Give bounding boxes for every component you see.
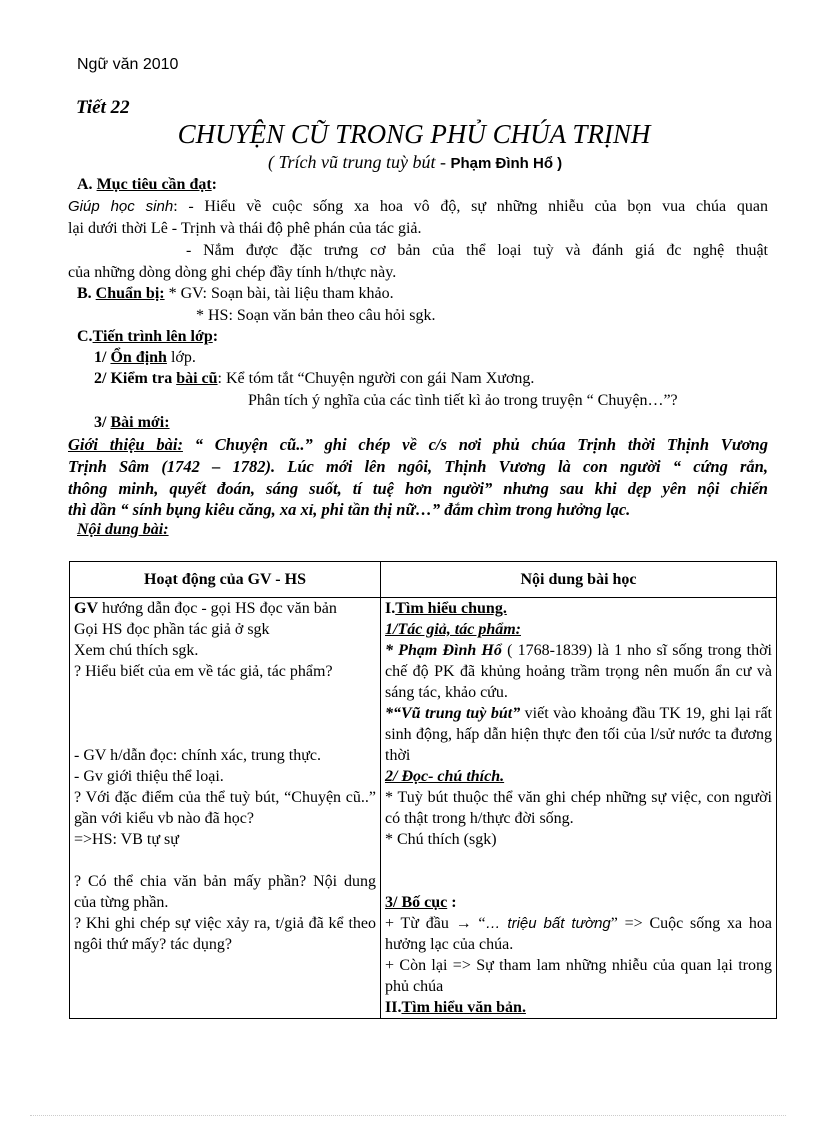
step-2-line2: Phân tích ý nghĩa của các tình tiết kì ảo trong truyện “ Chuyện…”?: [248, 392, 678, 409]
step-1: [94, 349, 196, 367]
content-s3-p1c: ” => Cuộc sống xa hoa hưởng lạc của chúa.: [385, 915, 772, 953]
content-s3-p1a: + Từ đầu: [385, 915, 456, 932]
lesson-number: Tiết 22: [76, 97, 130, 118]
content-s3: [385, 892, 772, 913]
page-edge-divider: [30, 1115, 786, 1116]
section-b-hs: * HS: Soạn văn bản theo câu hỏi sgk.: [196, 307, 436, 324]
section-b-heading: [77, 285, 394, 303]
section-c-label: C.: [77, 328, 93, 345]
section-c-heading: [77, 328, 218, 346]
content-s3-colon: :: [447, 894, 457, 911]
step-3-num: 3/: [94, 414, 111, 431]
activity-item: [74, 598, 376, 619]
activity-item: ? Với đặc điểm của thể tuỳ bút, “Chuyện cũ..” gần với kiểu vb nào đã học?: [74, 789, 376, 827]
content-s4-num: II.: [385, 999, 402, 1016]
activity-item: ? Hiểu biết của em về tác giả, tác phẩm?: [74, 663, 333, 680]
content-work-text: viết vào khoảng đầu TK 19, ghi lại rất sinh động, hấp dẫn hiện thực đen tối của l/sử nước ta đương thời: [385, 705, 773, 764]
step-1-title: Ổn định: [110, 349, 167, 366]
section-b-gv: * GV: Soạn bài, tài liệu tham khảo.: [164, 285, 394, 302]
intro-line4: thì dần “ sính bụng kiêu căng, xa xỉ, phi tần thị nữ…” đắm chìm trong hưởng lạc.: [68, 500, 631, 519]
section-a-title: Mục tiêu cần đạt: [96, 176, 212, 193]
section-a-lead: Giúp học sinh: [68, 198, 174, 215]
content-s1-title: Tìm hiểu chung.: [395, 600, 507, 617]
arrow-right-icon: →: [455, 915, 472, 932]
activity-text: hướng dẫn đọc - gọi HS đọc văn bản: [98, 600, 337, 617]
content-s2: 2/ Đọc- chú thích.: [385, 768, 505, 785]
content-s2-text1: * Tuỳ bút thuộc thể văn ghi chép những sự việc, con người có thật trong h/thực đời sống.: [385, 789, 772, 827]
step-2-a: Kiểm tra: [110, 370, 177, 387]
content-label: Nội dung bài:: [77, 521, 169, 538]
content-section-1: [385, 598, 772, 619]
content-author-text: ( 1768-1839) là 1 nho sĩ sống trong thời chế độ PK đã khủng hoảng trầm trọng nên muốn ẩn cư và sáng tác, khảo cứu.: [385, 642, 773, 701]
activity-item: - Gv giới thiệu thể loại.: [74, 768, 224, 785]
table-header-row: [70, 562, 777, 598]
section-c-title: Tiến trình lên lớp: [92, 328, 213, 345]
section-c-colon: :: [212, 328, 219, 345]
subtitle-work: ( Trích vũ trung tuỳ bút: [268, 152, 436, 172]
step-2-b: bài cũ: [176, 370, 218, 387]
content-work: [385, 703, 772, 766]
table-header-content: Nội dung bài học: [381, 562, 777, 598]
intro-line3: thông minh, quyết đoán, sáng suốt, tí tuệ hơn người” nhưng sau khi dẹp yên nội chiến: [68, 479, 768, 498]
section-a-line1-text: : - Hiểu về cuộc sống xa hoa vô độ, sự những nhiễu của bọn vua chúa quan: [173, 198, 768, 215]
section-a-line3: - Nắm được đặc trưng cơ bản của thể loại tuỳ và đánh giá đc nghệ thuật: [186, 242, 768, 259]
activity-item: Gọi HS đọc phần tác giả ở sgk: [74, 621, 270, 638]
section-a-heading: [77, 176, 217, 194]
content-s1a: 1/Tác giả, tác phẩm:: [385, 621, 521, 638]
content-work-bold: *“Vũ trung tuỳ bút”: [385, 705, 521, 722]
section-a-line2: lại dưới thời Lê - Trịnh và thái độ phê phán của tác giả.: [68, 220, 422, 237]
content-s1-num: I.: [385, 600, 396, 617]
content-s3-title: 3/ Bố cục: [385, 894, 448, 911]
subtitle-dash: -: [435, 152, 451, 172]
intro-line1-text: “ Chuyện cũ..” ghi chép về c/s nơi phủ chúa Trịnh thời Thịnh Vương: [182, 435, 768, 454]
activity-gv: GV: [74, 600, 98, 617]
activity-item: =>HS: VB tự sự: [74, 831, 179, 848]
section-a-label: A.: [77, 176, 97, 193]
section-a-line4: của những dòng dòng ghi chép đầy tính h/thực này.: [68, 264, 397, 281]
intro-line2: Trịnh Sâm (1742 – 1782). Lúc mới lên ngôi, Thịnh Vương là con người “ cứng rắn,: [68, 457, 768, 476]
intro-label: Giới thiệu bài:: [68, 435, 183, 454]
section-b-title: Chuẩn bị:: [95, 285, 165, 302]
step-3-title: Bài mới:: [110, 414, 170, 431]
table-header-activity: Hoạt động của GV - HS: [70, 562, 381, 598]
content-cell: [381, 598, 777, 1019]
step-3: [94, 414, 170, 432]
activity-item: Xem chú thích sgk.: [74, 642, 199, 659]
step-2-rest: : Kể tóm tắt “Chuyện người con gái Nam Xương.: [217, 370, 535, 387]
content-s3-p1q: … triệu bất tường: [485, 915, 611, 932]
activity-cell: [70, 598, 381, 1019]
step-1-num: 1/: [94, 349, 111, 366]
content-s3-part2: + Còn lại => Sự tham lam những nhiễu của quan lại trong phủ chúa: [385, 957, 772, 995]
content-s3-p1b: “: [471, 915, 486, 932]
intro-line1: [68, 435, 768, 455]
content-s4-title: Tìm hiểu văn bản.: [401, 999, 526, 1016]
content-author-bold: * Phạm Đình Hổ: [385, 642, 502, 659]
lesson-title: CHUYỆN CŨ TRONG PHỦ CHÚA TRỊNH: [177, 119, 651, 149]
activity-item: - GV h/dẫn đọc: chính xác, trung thực.: [74, 747, 321, 764]
lesson-table: [69, 561, 777, 1019]
section-a-line1: [68, 198, 768, 216]
section-a-colon: :: [211, 176, 217, 193]
content-section-2: [385, 997, 772, 1018]
table-row: [70, 598, 777, 1019]
step-1-rest: lớp.: [166, 349, 196, 366]
activity-item: ? Khi ghi chép sự việc xảy ra, t/giả đã kể theo ngôi thứ mấy? tác dụng?: [74, 915, 376, 953]
step-2-num: 2/: [94, 370, 111, 387]
page-header: Ngữ văn 2010: [77, 56, 179, 73]
content-s3-part1: [385, 913, 772, 955]
subtitle-author: Phạm Đình Hổ ): [450, 155, 563, 172]
content-author: [385, 640, 772, 703]
section-b-label: B.: [77, 285, 96, 302]
content-s2-text2: * Chú thích (sgk): [385, 831, 497, 848]
lesson-subtitle: [268, 152, 562, 173]
step-2: [94, 370, 534, 388]
activity-item: ? Có thể chia văn bản mấy phần? Nội dung của từng phần.: [74, 873, 376, 911]
